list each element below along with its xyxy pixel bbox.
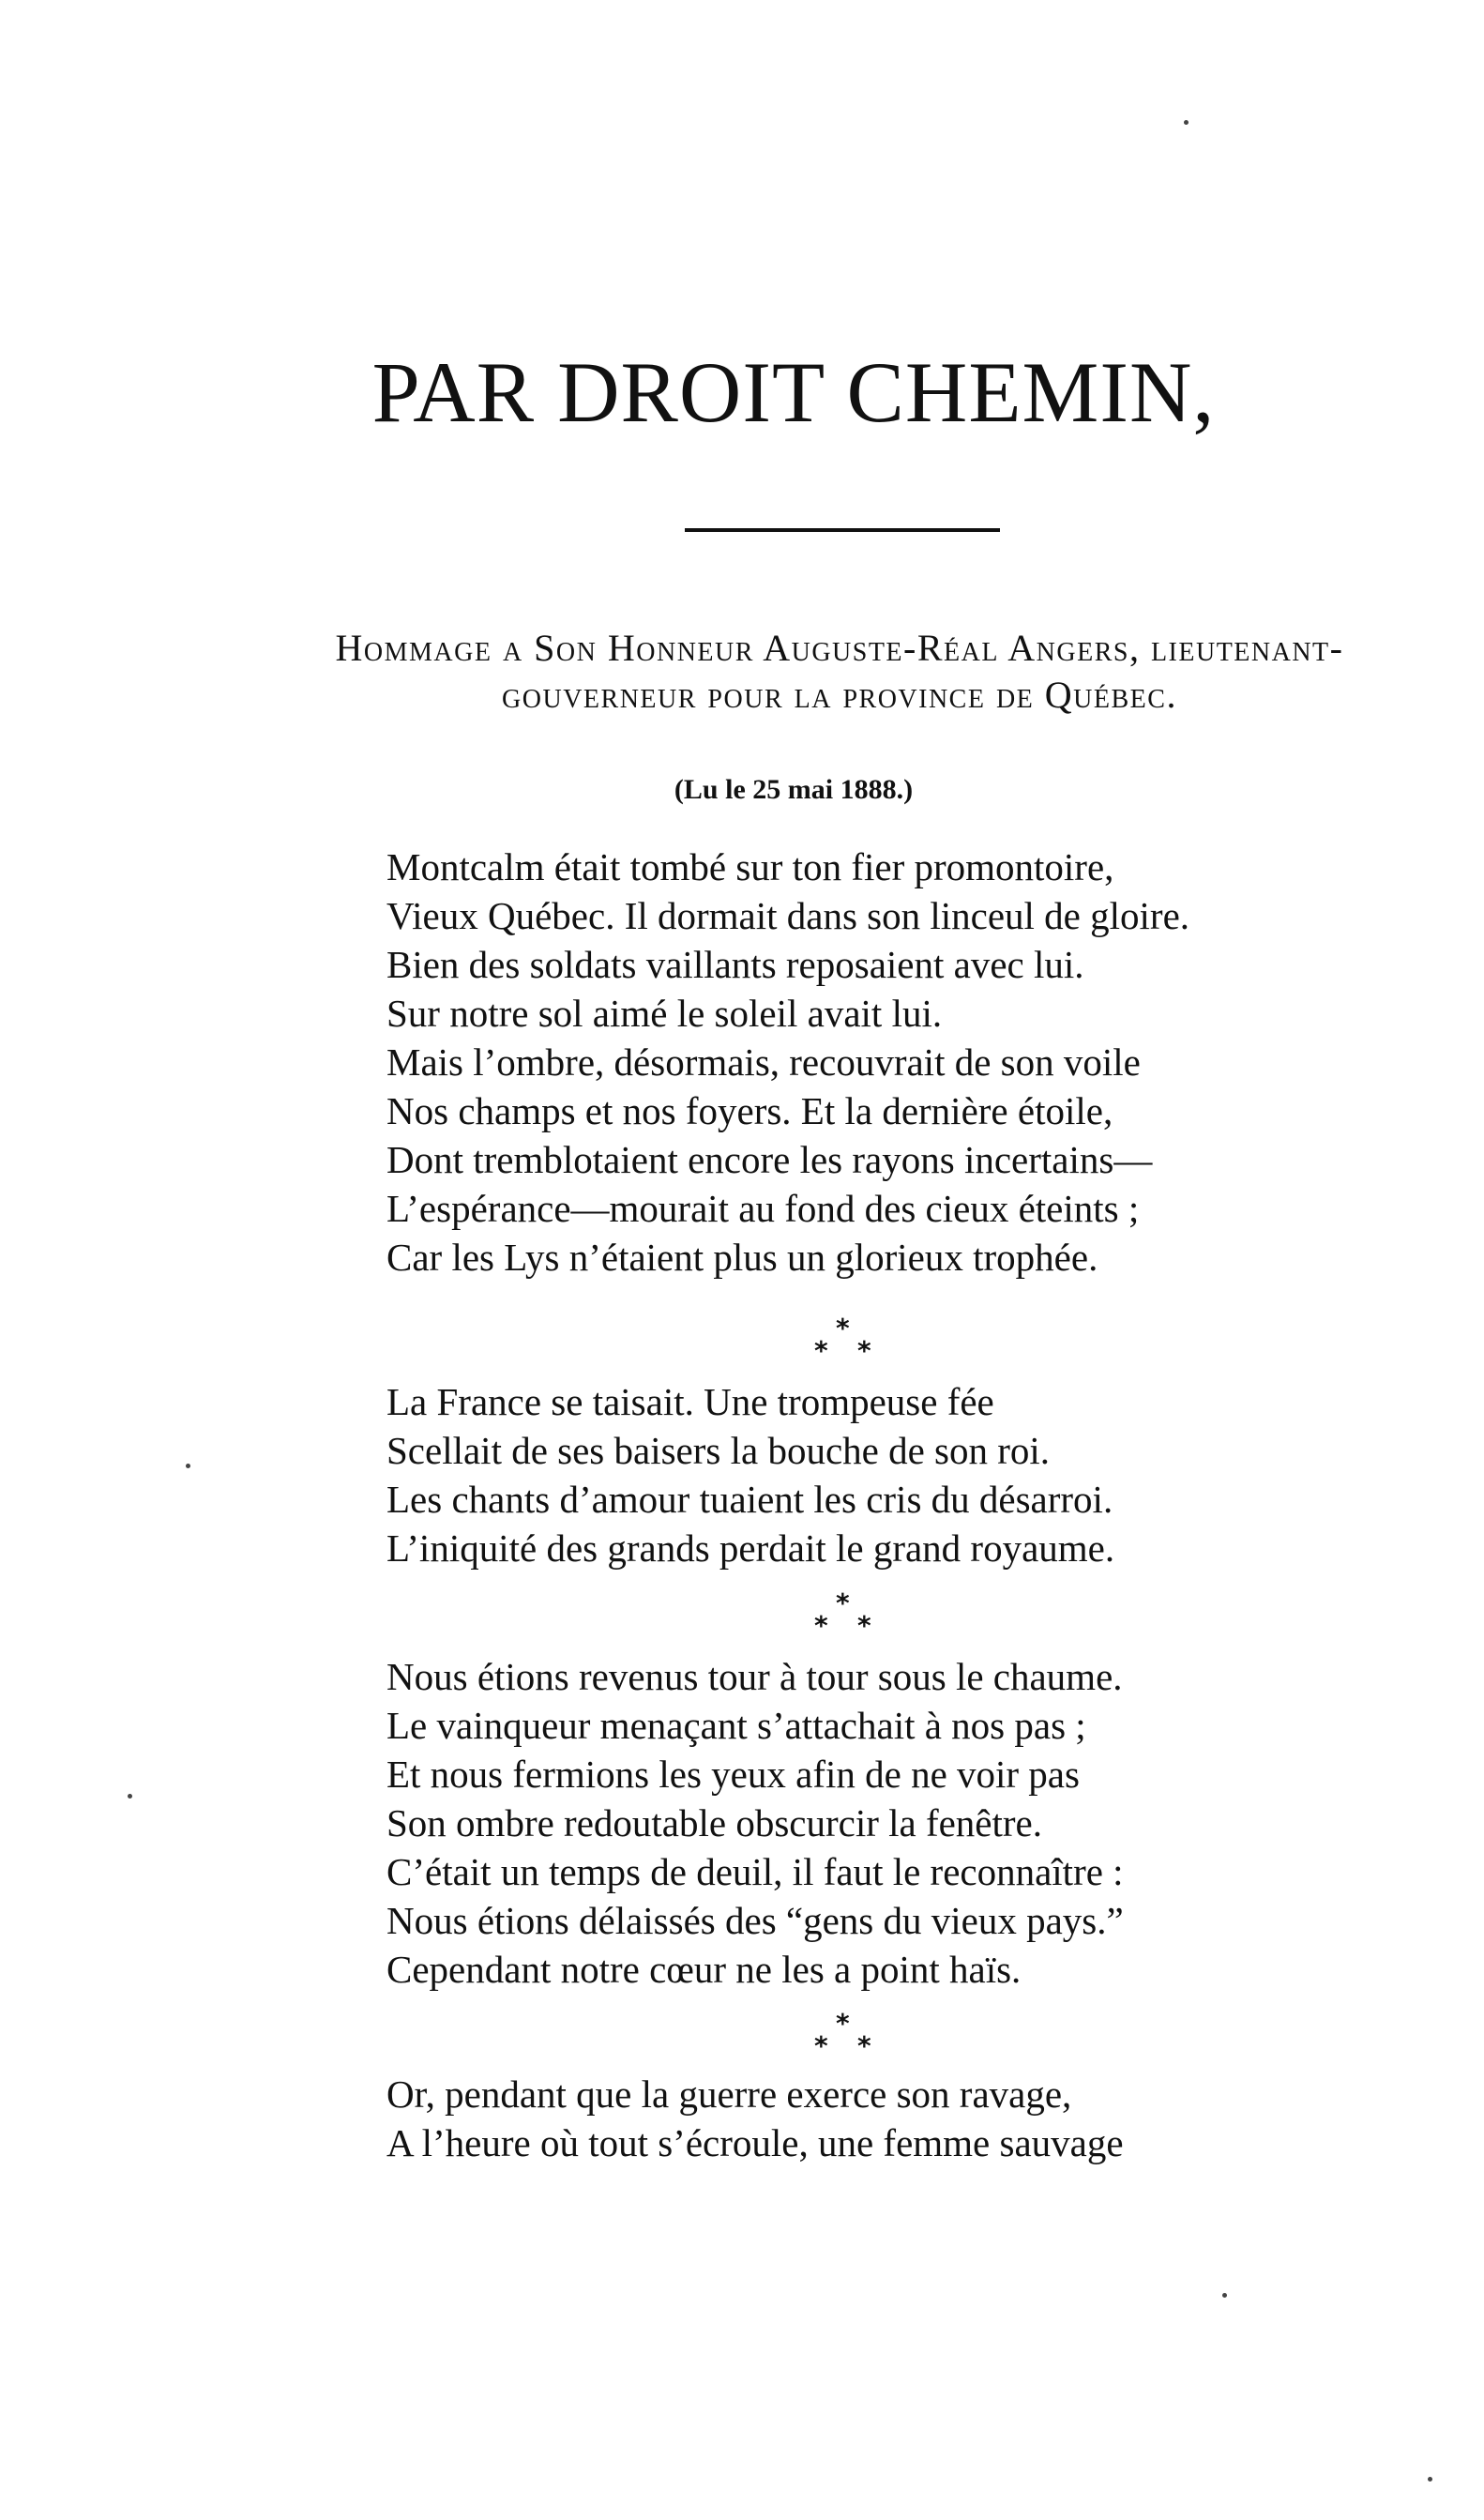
verse-line: Et nous fermions les yeux afin de ne voir pas bbox=[386, 1753, 1080, 1796]
asterism-star: * bbox=[857, 2030, 871, 2061]
verse-line: Nous étions délaissés des “gens du vieux pays.” bbox=[386, 1899, 1124, 1942]
poem-title: PAR DROIT CHEMIN, bbox=[371, 344, 1216, 440]
verse-line: Or, pendant que la guerre exerce son ravage, bbox=[386, 2072, 1072, 2116]
verse-line: Sur notre sol aimé le soleil avait lui. bbox=[386, 992, 943, 1035]
verse-line: Vieux Québec. Il dormait dans son linceul de gloire. bbox=[386, 894, 1190, 937]
verse-line: C’était un temps de deuil, il faut le reconnaître : bbox=[386, 1850, 1124, 1893]
dedication-line: gouverneur pour la province de Québec. bbox=[502, 674, 1177, 716]
verse-line: Cependant notre cœur ne les a point haïs. bbox=[386, 1948, 1022, 1991]
asterism-star: * bbox=[814, 1335, 828, 1366]
verse-line: L’iniquité des grands perdait le grand royaume. bbox=[386, 1526, 1115, 1570]
verse-line: Le vainqueur menaçant s’attachait à nos pas ; bbox=[386, 1704, 1086, 1747]
scan-speck bbox=[1428, 2477, 1432, 2482]
asterism-star: * bbox=[836, 1587, 850, 1618]
stanza-3 bbox=[386, 1652, 1124, 1994]
asterism-separator bbox=[797, 2008, 901, 2067]
verse-line: Dont tremblotaient encore les rayons incertains— bbox=[386, 1138, 1153, 1181]
scan-speck bbox=[1184, 120, 1189, 125]
dedication-line: Hommage a Son Honneur Auguste-Réal Angers, lieutenant- bbox=[335, 627, 1344, 669]
verse-line: Nous étions revenus tour à tour sous le chaume. bbox=[386, 1655, 1123, 1698]
scan-speck bbox=[1222, 2293, 1227, 2298]
asterism-separator bbox=[797, 1315, 901, 1372]
asterism-star: * bbox=[836, 2008, 850, 2039]
verse-line: A l’heure où tout s’écroule, une femme sauvage bbox=[386, 2121, 1124, 2164]
verse-line: Bien des soldats vaillants reposaient avec lui. bbox=[386, 943, 1084, 986]
verse-line: Car les Lys n’étaient plus un glorieux trophée. bbox=[386, 1236, 1098, 1279]
verse-line: Montcalm était tombé sur ton fier promontoire, bbox=[386, 845, 1114, 888]
verse-line: L’espérance—mourait au fond des cieux éteints ; bbox=[386, 1187, 1140, 1230]
title-rule bbox=[685, 528, 1000, 532]
stanza-2 bbox=[386, 1377, 1114, 1572]
verse-line: Mais l’ombre, désormais, recouvrait de son voile bbox=[386, 1040, 1141, 1084]
dedication bbox=[239, 625, 1440, 719]
verse-line: Scellait de ses baisers la bouche de son roi. bbox=[386, 1429, 1051, 1472]
asterism-star: * bbox=[814, 2030, 828, 2061]
scan-speck bbox=[128, 1794, 132, 1799]
asterism-star: * bbox=[857, 1610, 871, 1641]
verse-line: Les chants d’amour tuaient les cris du désarroi. bbox=[386, 1478, 1113, 1521]
verse-line: La France se taisait. Une trompeuse fée bbox=[386, 1380, 994, 1423]
verse-line: Son ombre redoutable obscurcir la fenêtre. bbox=[386, 1801, 1043, 1844]
asterism-star: * bbox=[857, 1335, 871, 1366]
stanza-4 bbox=[386, 2070, 1124, 2167]
verse-line: Nos champs et nos foyers. Et la dernière étoile, bbox=[386, 1089, 1113, 1132]
scan-speck bbox=[186, 1464, 190, 1468]
asterism-separator bbox=[797, 1587, 901, 1647]
asterism-star: * bbox=[836, 1313, 850, 1343]
date-note: (Lu le 25 mai 1888.) bbox=[674, 774, 914, 805]
asterism-star: * bbox=[814, 1610, 828, 1641]
stanza-1 bbox=[386, 843, 1189, 1282]
